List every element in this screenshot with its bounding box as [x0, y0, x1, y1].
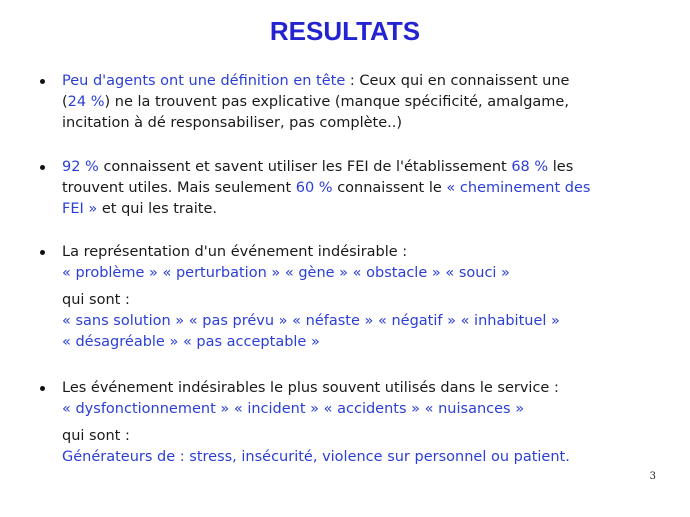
body-text: incitation à dé responsabiliser, pas complète..)	[62, 115, 403, 131]
highlighted-text: « cheminement des	[446, 180, 591, 196]
bullet-paragraph	[62, 242, 656, 353]
highlighted-text: 60 %	[295, 180, 333, 196]
body-text: : Ceux qui en connaissent une	[345, 73, 570, 89]
highlighted-text: « désagréable » « pas acceptable »	[62, 334, 320, 350]
body-text: ) ne la trouvent pas explicative (manque spécificité, amalgame,	[104, 94, 569, 110]
text-line	[62, 447, 656, 468]
slide-title: RESULTATS	[269, 16, 421, 46]
body-text: connaissent et savent utiliser les FEI de l'établissement	[98, 159, 512, 175]
highlighted-text: 24 %	[67, 94, 105, 110]
highlighted-text: FEI »	[62, 201, 98, 217]
body-text: connaissent le	[332, 180, 447, 196]
body-text: trouvent utiles. Mais seulement	[62, 180, 296, 196]
bullet-icon	[40, 73, 48, 81]
text-line	[62, 71, 656, 92]
text-line	[62, 378, 656, 399]
text-line	[62, 332, 656, 353]
text-line	[62, 311, 656, 332]
bullet-paragraph	[62, 378, 656, 468]
bullet-icon	[40, 159, 48, 167]
text-line	[62, 242, 656, 263]
text-line	[62, 290, 656, 311]
body-text: (	[62, 94, 68, 110]
body-text: La représentation d'un événement indésirable :	[62, 244, 408, 260]
bullet-paragraph	[62, 71, 656, 134]
text-line	[62, 113, 656, 134]
page-number: 3	[649, 471, 656, 482]
text-line	[62, 92, 656, 113]
highlighted-text: Peu d'agents ont une définition en tête	[62, 73, 346, 89]
highlighted-text: « problème » « perturbation » « gène » « obstacle » « souci »	[62, 265, 510, 281]
body-text: Les événement indésirables le plus souvent utilisés dans le service :	[62, 380, 559, 396]
highlighted-text: Générateurs de : stress, insécurité, violence sur personnel ou patient.	[62, 449, 570, 465]
text-line	[62, 199, 656, 220]
body-text: qui sont :	[62, 292, 130, 308]
body-text: et qui les traite.	[97, 201, 218, 217]
bullet-icon	[40, 244, 48, 252]
highlighted-text: « dysfonctionnement » « incident » « accidents » « nuisances »	[62, 401, 525, 417]
text-line	[62, 178, 656, 199]
text-line	[62, 426, 656, 447]
bullet-icon	[40, 380, 48, 388]
bullet-paragraph	[62, 157, 656, 220]
body-text: les	[548, 159, 574, 175]
body-text: qui sont :	[62, 428, 130, 444]
text-line	[62, 157, 656, 178]
highlighted-text: « sans solution » « pas prévu » « néfaste » « négatif » « inhabituel »	[62, 313, 560, 329]
highlighted-text: 92 %	[62, 159, 99, 175]
text-line	[62, 399, 656, 420]
highlighted-text: 68 %	[511, 159, 549, 175]
text-line	[62, 263, 656, 284]
